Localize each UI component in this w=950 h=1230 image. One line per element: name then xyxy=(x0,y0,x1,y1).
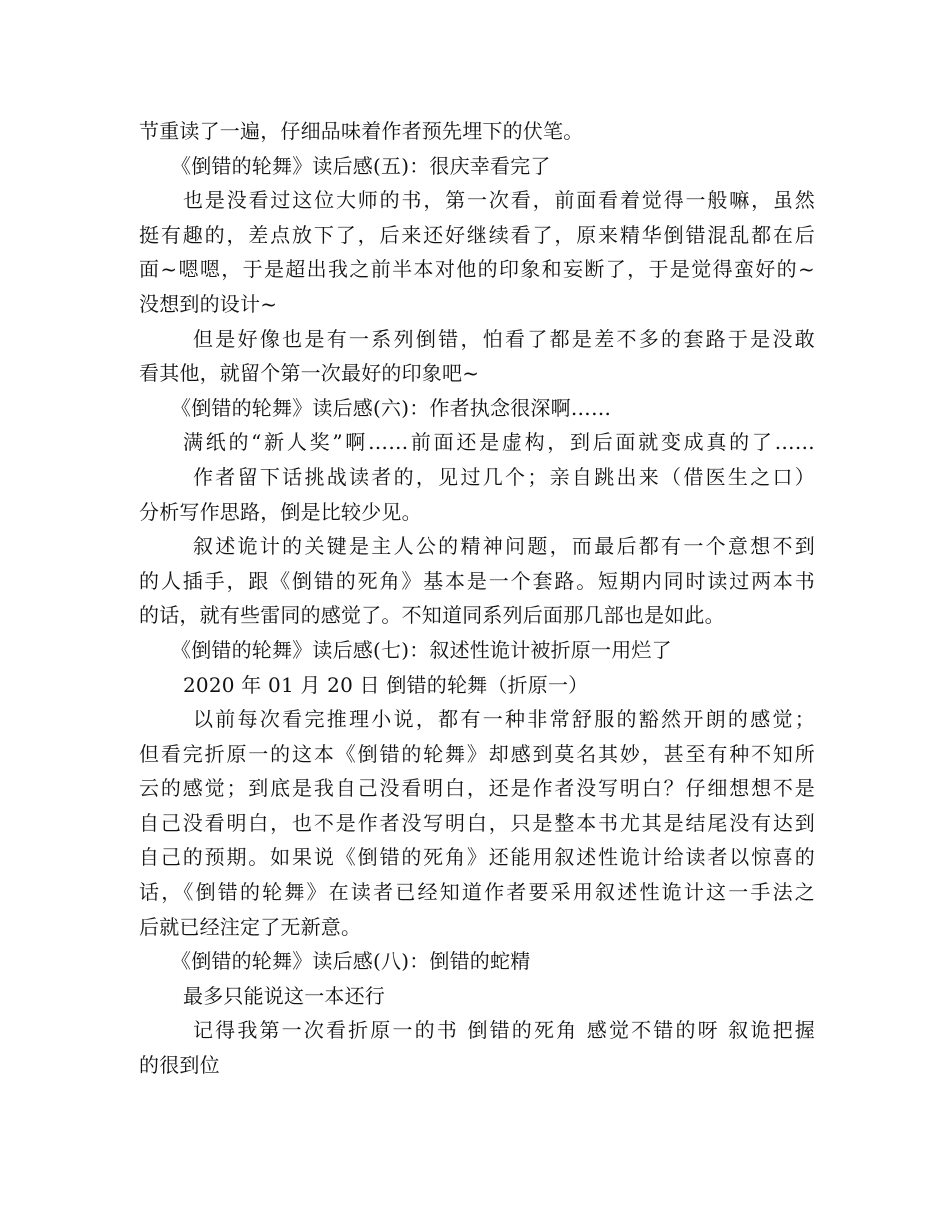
text-line: 也是没看过这位大师的书，第一次看，前面看着觉得一般嘛，虽然 xyxy=(183,188,815,213)
text-line: 满纸的“新人奖”啊……前面还是虚构，到后面就变成真的了…… xyxy=(183,430,815,455)
text-line: 挺有趣的，差点放下了，后来还好继续看了，原来精华倒错混乱都在后 xyxy=(139,222,815,247)
section-heading: 《倒错的轮舞》读后感(六)：作者执念很深啊…… xyxy=(171,395,612,420)
section-heading: 《倒错的轮舞》读后感(八)：倒错的蛇精 xyxy=(171,949,531,974)
text-line: 节重读了一遍，仔细品味着作者预先埋下的伏笔。 xyxy=(139,119,584,143)
text-line: 最多只能说这一本还行 xyxy=(183,983,385,1008)
date-line: 2020 年 01 月 20 日 倒错的轮舞（折原一） xyxy=(183,672,589,697)
text-line: 自己的预期。如果说《倒错的死角》还能用叙述性诡计给读者以惊喜的 xyxy=(139,845,815,870)
text-line: 的话，就有些雷同的感觉了。不知道同系列后面那几部也是如此。 xyxy=(139,603,725,628)
document-body xyxy=(139,114,815,1083)
section-heading: 《倒错的轮舞》读后感(五)：很庆幸看完了 xyxy=(171,153,551,178)
text-line: 没想到的设计~ xyxy=(139,291,278,316)
text-line: 话，《倒错的轮舞》在读者已经知道作者要采用叙述性诡计这一手法之 xyxy=(139,880,815,905)
text-line: 作者留下话挑战读者的，见过几个；亲自跳出来（借医生之口） xyxy=(193,464,815,489)
text-line: 面~嗯嗯，于是超出我之前半本对他的印象和妄断了，于是觉得蛮好的~ xyxy=(139,257,815,282)
text-line: 看其他，就留个第一次最好的印象吧~ xyxy=(139,361,480,386)
text-line: 但看完折原一的这本《倒错的轮舞》却感到莫名其妙，甚至有种不知所 xyxy=(139,741,815,766)
text-line: 的人插手，跟《倒错的死角》基本是一个套路。短期内同时读过两本书 xyxy=(139,568,815,593)
text-line: 自己没看明白，也不是作者没写明白，只是整本书尤其是结尾没有达到 xyxy=(139,810,815,835)
text-line: 云的感觉；到底是我自己没看明白，还是作者没写明白？仔细想想不是 xyxy=(139,776,815,801)
text-line: 叙述诡计的关键是主人公的精神问题，而最后都有一个意想不到 xyxy=(193,534,815,559)
text-line: 的很到位 xyxy=(139,1053,220,1078)
text-line: 后就已经注定了无新意。 xyxy=(139,914,362,939)
text-line: 记得我第一次看折原一的书 倒错的死角 感觉不错的呀 叙诡把握 xyxy=(193,1018,815,1043)
text-line: 以前每次看完推理小说，都有一种非常舒服的豁然开朗的感觉； xyxy=(193,707,815,732)
text-line: 分析写作思路，倒是比较少见。 xyxy=(139,499,422,524)
section-heading: 《倒错的轮舞》读后感(七)：叙述性诡计被折原一用烂了 xyxy=(171,637,672,662)
text-line: 但是好像也是有一系列倒错，怕看了都是差不多的套路于是没敢 xyxy=(193,326,815,351)
